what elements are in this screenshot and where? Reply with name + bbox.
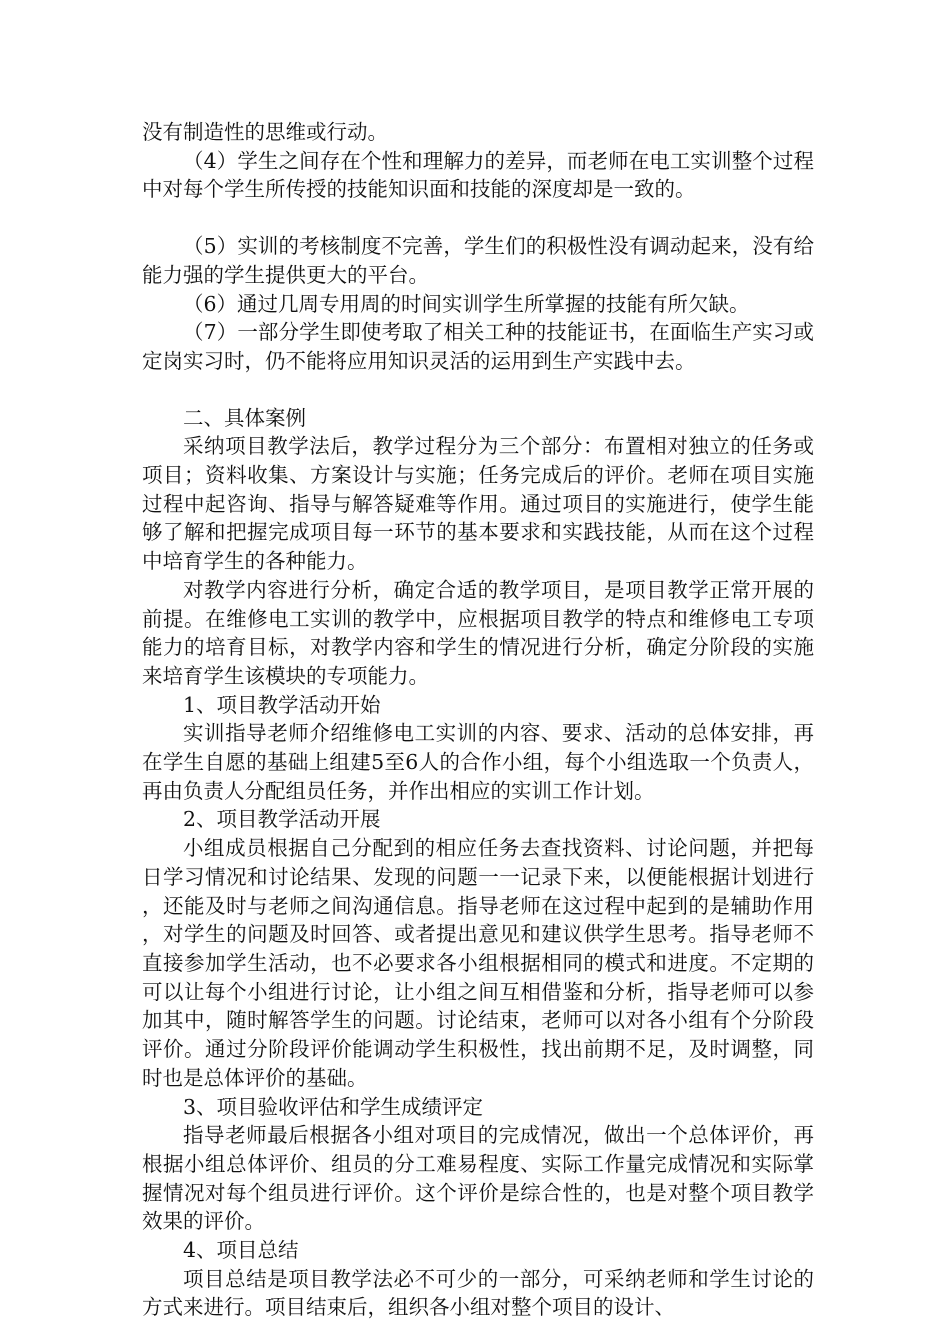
paragraph-step-2: 小组成员根据自己分配到的相应任务去查找资料、讨论问题，并把每日学习情况和讨论结果、发现的问题一一记录下来，以便能根据计划进行，还能及时与老师之间沟通信息。指导老师在这过程中起到的是辅助作用，对学生的问题及时回答、或者提出意见和建议供学生思考。指导老师不直接参加学生活动，也不必要求各小组根据相同的模式和进度。不定期的可以让每个小组进行讨论，让小组之间互相借鉴和分析，指导老师可以参加其中，随时解答学生的问题。讨论结束，老师可以对各小组有个分阶段评价。通过分阶段评价能调动学生积极性，找出前期不足，及时调整，同时也是总体评价的基础。 — [142, 836, 814, 1090]
subheading-step-1: 1、项目教学活动开始 — [183, 692, 381, 717]
subheading-step-2: 2、项目教学活动开展 — [183, 807, 381, 832]
paragraph-project-method: 采纳项目教学法后，教学过程分为三个部分：布置相对独立的任务或项目；资料收集、方案设计与实施；任务完成后的评价。老师在项目实施过程中起咨询、指导与解答疑难等作用。通过项目的实施进行，使学生能够了解和把握完成项目每一环节的基本要求和实践技能，从而在这个过程中培育学生的各种能力。 — [142, 434, 814, 574]
paragraph-item-5: （5）实训的考核制度不完善，学生们的积极性没有调动起来，没有给能力强的学生提供更大的平台。 — [142, 234, 814, 287]
paragraph-item-6: （6）通过几周专用周的时间实训学生所掌握的技能有所欠缺。 — [183, 291, 750, 316]
paragraph-gap — [142, 376, 814, 404]
subheading-step-3: 3、项目验收评估和学生成绩评定 — [183, 1094, 484, 1119]
paragraph-item-7: （7）一部分学生即使考取了相关工种的技能证书，在面临生产实习或定岗实习时，仍不能将应用知识灵活的运用到生产实践中去。 — [142, 320, 814, 373]
section-heading: 二、具体案例 — [183, 405, 306, 430]
subheading-step-4: 4、项目总结 — [183, 1238, 299, 1263]
document-body — [142, 118, 814, 1322]
paragraph-continuation: 没有制造性的思维或行动。 — [142, 120, 388, 144]
paragraph-step-1: 实训指导老师介绍维修电工实训的内容、要求、活动的总体安排，再在学生自愿的基础上组建5至6人的合作小组，每个小组选取一个负责人，再由负责人分配组员任务，并作出相应的实训工作计划。 — [142, 721, 814, 803]
paragraph-gap — [142, 204, 814, 232]
paragraph-item-4: （4）学生之间存在个性和理解力的差异，而老师在电工实训整个过程中对每个学生所传授的技能知识面和技能的深度却是一致的。 — [142, 148, 814, 202]
paragraph-step-3: 指导老师最后根据各小组对项目的完成情况，做出一个总体评价，再根据小组总体评价、组员的分工难易程度、实际工作量完成情况和实际掌握情况对每个组员进行评价。这个评价是综合性的，也是对整个项目教学效果的评价。 — [142, 1123, 814, 1234]
paragraph-step-4: 项目总结是项目教学法必不可少的一部分，可采纳老师和学生讨论的方式来进行。项目结束后，组织各小组对整个项目的设计、 — [142, 1266, 814, 1320]
paragraph-content-analysis: 对教学内容进行分析，确定合适的教学项目，是项目教学正常开展的前提。在维修电工实训的教学中，应根据项目教学的特点和维修电工专项能力的培育目标，对教学内容和学生的情况进行分析，确定分阶段的实施来培育学生该模块的专项能力。 — [142, 577, 814, 688]
